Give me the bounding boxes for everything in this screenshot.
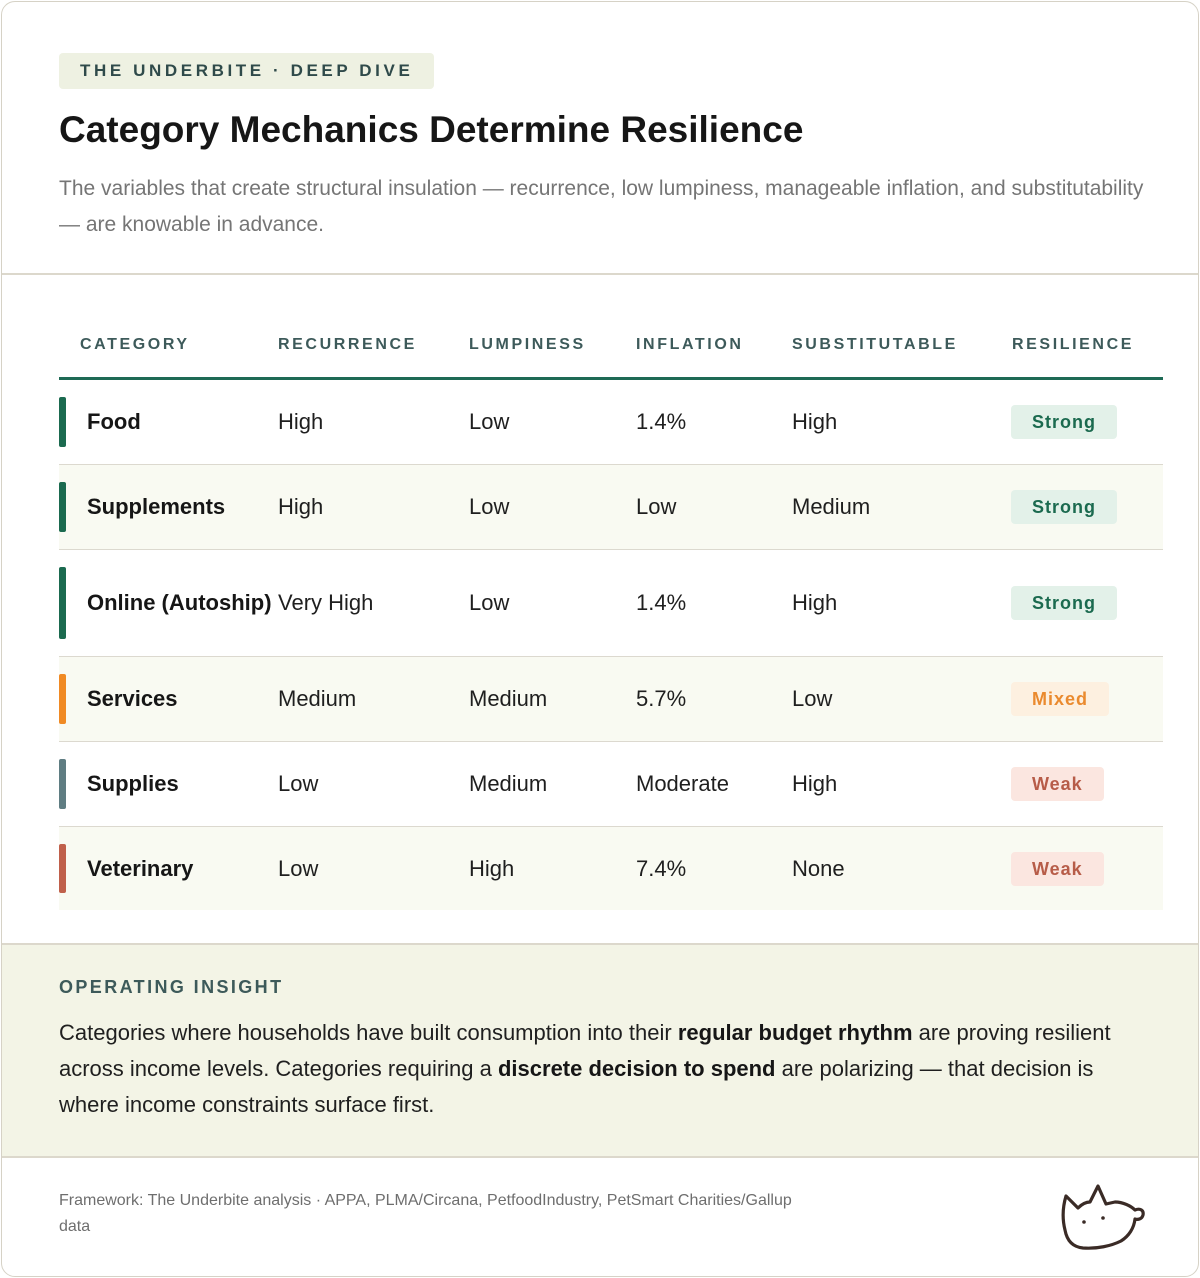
inflation-cell: Moderate <box>636 771 729 796</box>
inflation-cell: 5.7% <box>636 686 687 711</box>
header <box>2 2 1198 275</box>
lumpiness-cell: Low <box>469 590 510 615</box>
eyebrow-tag: THE UNDERBITE · DEEP DIVE <box>59 53 434 89</box>
resilience-badge: Strong <box>1011 586 1117 620</box>
substitutable-cell: Medium <box>792 494 871 519</box>
insight-text-part: are polarizing — that decision is where income constraints surface first. <box>59 1056 1094 1117</box>
table-row <box>59 380 1163 465</box>
recurrence-cell: High <box>278 494 324 519</box>
table-row <box>59 827 1163 910</box>
column-header-lumpiness: LUMPINESS <box>469 336 586 353</box>
lumpiness-cell: Low <box>469 494 510 519</box>
insight-panel <box>2 943 1198 1158</box>
category-color-bar <box>59 482 66 532</box>
table-row <box>59 742 1163 827</box>
lumpiness-cell: Low <box>469 409 510 434</box>
category-name: Supplements <box>87 494 226 519</box>
table-body <box>59 380 1163 910</box>
lumpiness-cell: Medium <box>469 771 548 796</box>
category-color-bar <box>59 567 66 639</box>
resilience-table <box>59 324 1163 910</box>
resilience-badge: Strong <box>1011 490 1117 524</box>
insight-label: OPERATING INSIGHT <box>59 977 284 997</box>
inflation-cell: Low <box>636 494 677 519</box>
table-header <box>59 324 1163 380</box>
column-header-resilience: RESILIENCE <box>1012 336 1135 353</box>
recurrence-cell: Low <box>278 771 319 796</box>
recurrence-cell: Very High <box>278 590 374 615</box>
resilience-badge: Strong <box>1011 405 1117 439</box>
category-name: Veterinary <box>87 855 194 881</box>
category-color-bar <box>59 674 66 724</box>
inflation-cell: 7.4% <box>636 855 687 881</box>
recurrence-cell: High <box>278 409 324 434</box>
category-name: Food <box>87 409 141 434</box>
recurrence-cell: Medium <box>278 686 357 711</box>
category-name: Services <box>87 686 178 711</box>
source-note: Framework: The Underbite analysis · APPA, PLMA/Circana, PetfoodIndustry, PetSmart Charities/Gallup data <box>59 1192 792 1235</box>
insight-text-part: Categories where households have built consumption into their <box>59 1020 678 1045</box>
substitutable-cell: High <box>792 771 838 796</box>
resilience-badge: Mixed <box>1011 682 1109 716</box>
table-row <box>59 465 1163 550</box>
resilience-badge: Weak <box>1011 767 1104 801</box>
dog-head-icon <box>1057 1184 1149 1256</box>
recurrence-cell: Low <box>278 855 319 881</box>
substitutable-cell: High <box>792 409 838 434</box>
insight-text-part: are proving resilient across income levels. Categories requiring a <box>59 1020 1111 1081</box>
lumpiness-cell: High <box>469 855 515 881</box>
lumpiness-cell: Medium <box>469 686 548 711</box>
category-name: Online (Autoship) <box>87 590 272 615</box>
page-subtitle: The variables that create structural insulation — recurrence, low lumpiness, manageable inflation, and substitutability — are knowable in advance. <box>59 177 1144 236</box>
table-row <box>59 550 1163 657</box>
insight-bold-discrete-decision: discrete decision to spend <box>497 1056 776 1081</box>
category-color-bar <box>59 844 66 893</box>
page-title: Category Mechanics Determine Resilience <box>59 109 804 150</box>
insight-text <box>59 1015 1149 1123</box>
table-row <box>59 657 1163 742</box>
column-header-category: CATEGORY <box>80 336 190 353</box>
resilience-badge: Weak <box>1011 852 1104 886</box>
card <box>1 1 1199 1277</box>
column-header-inflation: INFLATION <box>636 336 744 353</box>
column-header-recurrence: RECURRENCE <box>278 336 417 353</box>
inflation-cell: 1.4% <box>636 590 687 615</box>
substitutable-cell: None <box>792 855 845 881</box>
insight-bold-budget-rhythm: regular budget rhythm <box>677 1020 913 1045</box>
column-header-substitutable: SUBSTITUTABLE <box>792 336 958 353</box>
inflation-cell: 1.4% <box>636 409 687 434</box>
category-name: Supplies <box>87 771 179 796</box>
substitutable-cell: High <box>792 590 838 615</box>
category-color-bar <box>59 759 66 809</box>
substitutable-cell: Low <box>792 686 833 711</box>
category-color-bar <box>59 397 66 447</box>
